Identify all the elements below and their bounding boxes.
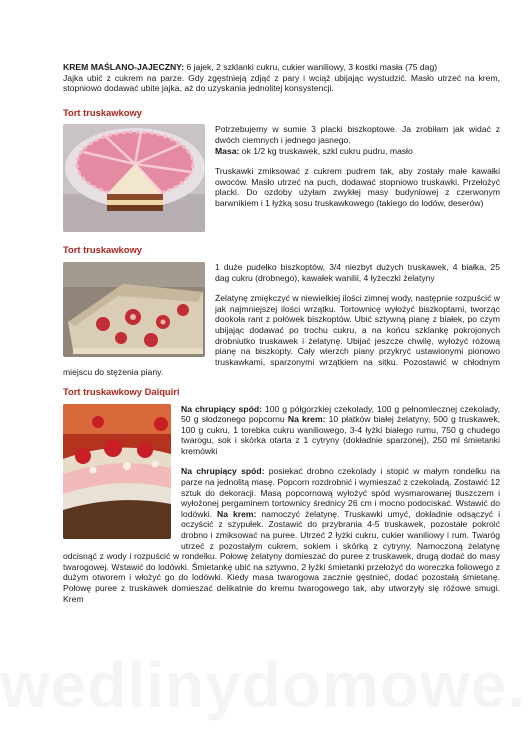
recipe1-photo bbox=[63, 124, 205, 232]
krem-paragraph bbox=[63, 62, 500, 94]
recipe3-method-krem-text: namoczyć żelatynę. Truskawki umyć, dokładnie odsączyć i oczyścić z szypułek. Zostawić do przybrania 4-5 truskawek, pozostałe pokroić drobno i zmiksować na puree. Utrzeć 2 łyżki cukru, cukier waniliowy i rum. Twaróg utrzeć z pozostałym cukrem, sokiem i skórką z cytryny. Namoczoną żelatynę odcisnąć z wody i rozpuścić w rondelku. Połowę żelatyny domieszać do puree z truskawek, drugą dodać do masy twarogowej. Wstawić do lodówki. Śmietankę ubić na sztywno, 2 łyżki śmietanki przełożyć do woreczka foliowego z dużym otworem i włożyć go do lodówki. Kiedy masa twarogowa zacznie gęstnieć, dodać pozostałą śmietanę. Połowę puree z truskawek domieszać delikatnie do kremu twarogowego tak, aby utworzyły się różowe smugi. Krem bbox=[63, 508, 500, 604]
recipe3-method-spod-label: Na chrupiący spód: bbox=[181, 466, 265, 477]
watermark bbox=[0, 648, 530, 722]
recipe2-photo bbox=[63, 262, 205, 357]
krem-title: KREM MAŚLANO-JAJECZNY: bbox=[63, 62, 185, 72]
recipe3-heading: Tort truskawkowy Daiquiri bbox=[63, 385, 180, 397]
recipe3-method-krem-label: Na krem: bbox=[217, 508, 257, 519]
recipe3-spod-label: Na chrupiący spód: bbox=[181, 403, 262, 414]
recipe3-method-spod-text: posiekać drobno czekolady i stopić w małym rondelku na parze na jednolitą masę. Popcorn rozdrobnić i wymieszać z czekoladą. Zostawić 12 sztuk do dekoracji. Masą popcornową wyłożyć spód wysmarowanej tłuszczem i wyłożonej pergaminem tortownicy średnicy 26 cm i mocno podociskać. Wstawić do lodówki. bbox=[181, 466, 500, 519]
recipe3-photo bbox=[63, 404, 171, 539]
recipe2-section bbox=[63, 262, 500, 378]
recipe3-krem-text: 10 płatków białej żelatyny, 500 g truskawek, 100 g cukru, 1 torebka cukru waniliowego, 3-4 łyżki białego rumu, 750 g chudego twarogu, sok i skórka otarta z 1 cytryny (dokładnie sparzonej), 250 ml śmietanki kremówki bbox=[181, 414, 500, 456]
krem-method: Jajka ubić z cukrem na parze. Gdy zgęstnieją zdjąć z pary i wciąż ubijając wystudzić. Masło utrzeć na krem, stopniowo dodawać ubite jajka, aż do uzyskania jednolitej konsystencji. bbox=[63, 72, 500, 94]
recipe1-heading: Tort truskawkowy bbox=[63, 106, 143, 118]
recipe1-masa-text: ok 1/2 kg truskawek, szkl cukru pudru, masło bbox=[239, 145, 413, 156]
recipe2-heading: Tort truskawkowy bbox=[63, 244, 143, 256]
recipe3-section bbox=[63, 404, 500, 605]
recipe2-ingredients: 1 duże pudełko biszkoptów, 3/4 niezbyt dużych truskawek, 4 białka, 25 dag cukru (drobnego), kawałek wanilii, 4 łyżeczki żelatyny bbox=[215, 261, 500, 283]
recipe1-masa-label: Masa: bbox=[215, 145, 240, 156]
recipe1-intro: Potrzebujemy w sumie 3 placki biszkoptowe. Ja zrobiłam jak widać z dwóch ciemnych i jednego jasnego. bbox=[215, 124, 500, 145]
document-page bbox=[63, 62, 500, 604]
recipe1-method: Truskawki zmiksować z cukrem pudrem tak, aby zostały małe kawałki owoców. Masło utrzeć na puch, dodawać stopniowo truskawki. Przełożyć placki. Do ozdoby użyłam zwykłej masy budyniowej z czerwonym barwnikiem i 1 łyżką sosu truskawkowego (takiego do lodów, deserów) bbox=[215, 166, 500, 208]
recipe3-krem-label: Na krem: bbox=[287, 414, 326, 425]
recipe2-method: Żelatynę zmiękczyć w niewielkiej ilości zimnej wody, następnie rozpuścić w jak najmniejszej ilości wrzątku. Tortownicę wyłożyć biszkoptami, tworząc dookoła rant z połówek biszkoptów. Ubić sztywną pianę z białek, po czym ubijając dodawać po trochu cukru, a na końcu szklankę pokrojonych drobniutko truskawek i żelatynę. Ubijać jeszcze chwilę, wyłożyć różową pianę na biszkopty. Cały wierzch piany przykryć ustawionymi pionowo truskawkami, sparzonymi wrzątkiem na sitku. Pozostawić w chłodnym miejscu do stężenia piany. bbox=[63, 293, 500, 378]
recipe3-spod-text: 100 g półgorzkiej czekolady, 100 g pełnomlecznej czekolady, 50 g słodzonego popcornu bbox=[181, 403, 500, 425]
recipe1-section bbox=[63, 124, 500, 236]
krem-ingredients: 6 jajek, 2 szklanki cukru, cukier waniliowy, 3 kostki masła (75 dag) bbox=[184, 62, 438, 72]
